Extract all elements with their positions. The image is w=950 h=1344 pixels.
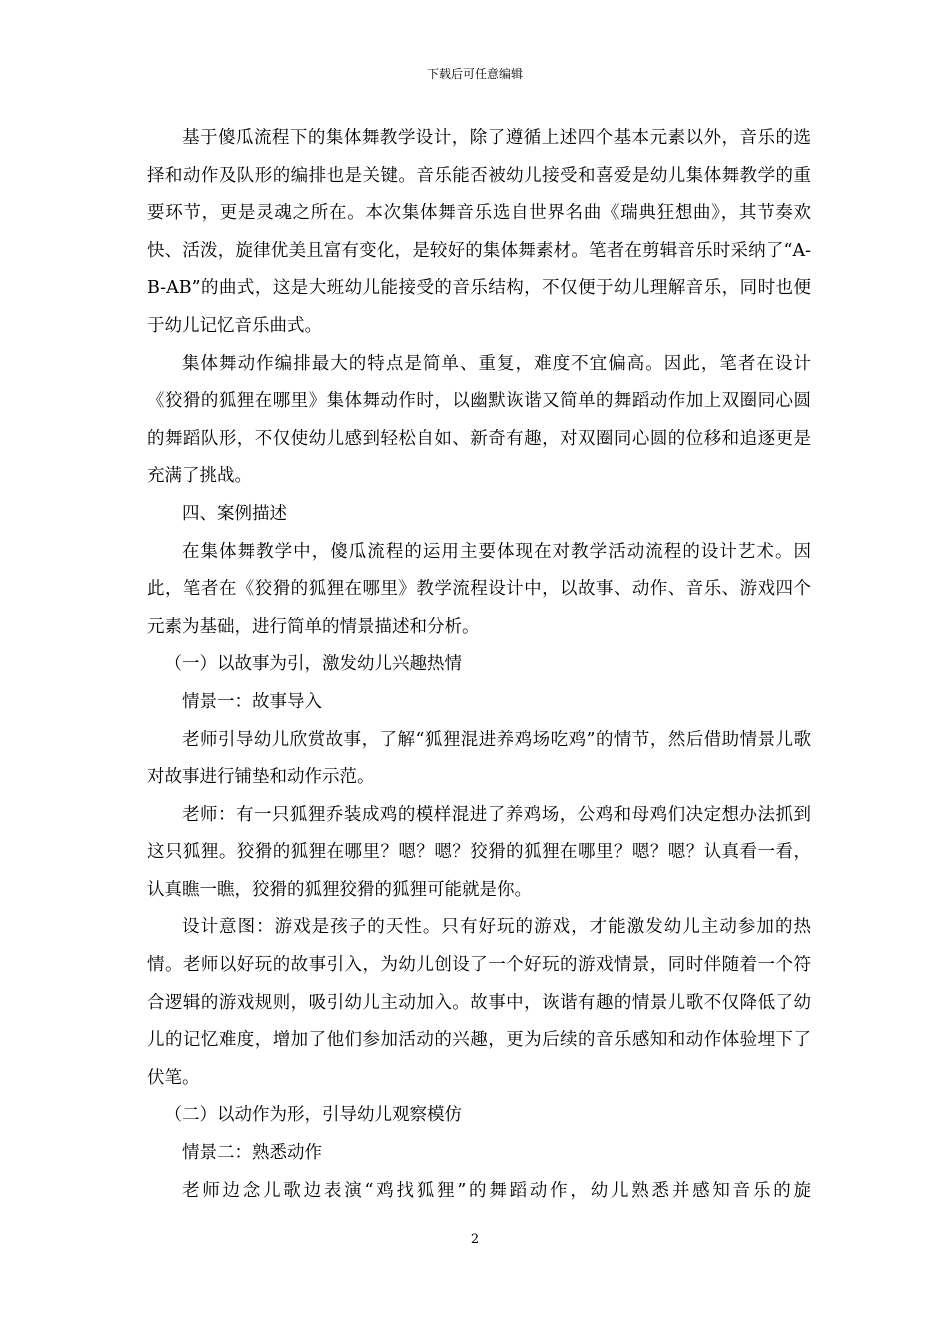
document-body [147,120,811,1210]
paragraph-case-intro: 在集体舞教学中，傻瓜流程的运用主要体现在对教学活动流程的设计艺术。因此，笔者在《狡猾的狐狸在哪里》教学流程设计中，以故事、动作、音乐、游戏四个元素为基础，进行简单的情景描述和分析。 [147,541,811,637]
paragraph-teacher-rhyme: 老师：有一只狐狸乔装成鸡的模样混进了养鸡场，公鸡和母鸡们决定想办法抓到这只狐狸。狡猾的狐狸在哪里？嗯？嗯？狡猾的狐狸在哪里？嗯？嗯？认真看一看，认真瞧一瞧，狡猾的狐狸狡猾的狐狸可能就是你。 [147,804,811,900]
paragraph-music-choice: 基于傻瓜流程下的集体舞教学设计，除了遵循上述四个基本元素以外，音乐的选择和动作及队形的编排也是关键。音乐能否被幼儿接受和喜爱是幼儿集体舞教学的重要环节，更是灵魂之所在。本次集体舞音乐选自世界名曲《瑞典狂想曲》，其节奏欢快、活泼，旋律优美且富有变化，是较好的集体舞素材。笔者在剪辑音乐时采纳了“A-B-AB”的曲式，这是大班幼儿能接受的音乐结构，不仅便于幼儿理解音乐，同时也便于幼儿记忆音乐曲式。 [147,128,811,336]
section-heading-case-description: 四、案例描述 [182,503,287,524]
paragraph-design-intent: 设计意图：游戏是孩子的天性。只有好玩的游戏，才能激发幼儿主动参加的热情。老师以好玩的故事引入，为幼儿创设了一个好玩的游戏情景，同时伴随着一个符合逻辑的游戏规则，吸引幼儿主动加入。故事中，诙谐有趣的情景儿歌不仅降低了幼儿的记忆难度，增加了他们参加活动的兴趣，更为后续的音乐感知和动作体验埋下了伏笔。 [147,917,811,1088]
paragraph-story-guide: 老师引导幼儿欣赏故事，了解“狐狸混进养鸡场吃鸡”的情节，然后借助情景儿歌对故事进行铺垫和动作示范。 [147,729,811,788]
page-header: 下载后可任意编辑 [426,67,523,81]
scene-heading-two: 情景二：熟悉动作 [182,1143,322,1164]
subheading-movement: （二）以动作为形，引导幼儿观察模仿 [164,1105,462,1126]
page-number: 2 [470,1232,480,1247]
paragraph-dance-arrangement: 集体舞动作编排最大的特点是简单、重复，难度不宜偏高。因此，笔者在设计《狡猾的狐狸在哪里》集体舞动作时，以幽默诙谐又简单的舞蹈动作加上双圈同心圆的舞蹈队形，不仅使幼儿感到轻松自如、新奇有趣，对双圈同心圆的位移和追逐更是充满了挑战。 [147,353,811,487]
paragraph-teacher-demo: 老师边念儿歌边表演“鸡找狐狸”的舞蹈动作，幼儿熟悉并感知音乐的旋 [182,1180,811,1201]
scene-heading-one: 情景一：故事导入 [182,691,322,712]
subheading-story: （一）以故事为引，激发幼儿兴趣热情 [164,654,462,675]
